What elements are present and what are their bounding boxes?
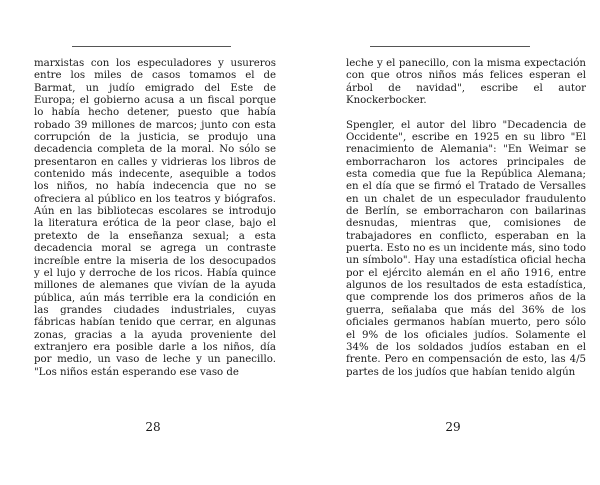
- paragraph: marxistas con los especuladores y usureros entre los miles de casos tomamos el de Barmat, un judío emigrado del Este de Europa; el gobierno acusa a un fiscal porque lo había hecho detener, puesto que había robado 39 millones de marcos; junto con esta corrupción de la justicia, se produjo una decadencia completa de la moral. No sólo se presentaron en calles y vidrieras los libros de contenido más indecente, asequible a todos los niños, no había indecencia que no se ofreciera al público en los teatros y biógrafos. Aún en las bibliotecas escolares se introdujo la literatura erótica de la peor clase, bajo el pretexto de la enseñanza sexual; a esta decadencia moral se agrega un contraste increíble entre la miseria de los desocupados y el lujo y derroche de los ricos. Había quince millones de alemanes que vivían de la ayuda pública, aún más terrible era la condición en las grandes ciudades industriales, cuyas fábricas habían tenido que cerrar, en algunas zonas, gracias a la ayuda proveniente del extranjero era posible darle a los niños, día por medio, un vaso de leche y un panecillo. "Los niños están esperando ese vaso de: [34, 58, 276, 378]
- page-body-text: [346, 58, 586, 379]
- page-body-text: [34, 58, 276, 379]
- paragraph: Spengler, el autor del libro "Decadencia de Occidente", escribe en 1925 en su libro "El renacimiento de Alemania": "En Weimar se emborracharon los actores principales de esta comedia que fue la República Alemana; en el día que se firmó el Tratado de Versalles en un chalet de un especulador fraudulento de Berlín, se emborracharon con bailarinas desnudas, mientras que, comisiones de trabajadores en conflicto, esperaban en la puerta. Esto no es un incidente más, sino todo un símbolo". Hay una estadística oficial hecha por el ejército alemán en el año 1916, entre algunos de los resultados de esta estadística, que comprende los dos primeros años de la guerra, señalaba que más del 36% de los oficiales germanos habían muerto, pero sólo el 9% de los oficiales judíos. Solamente el 34% de los soldados judíos estaban en el frente. Pero en compensación de esto, las 4/5 partes de los judíos que habían tenido algún: [346, 119, 586, 378]
- header-rule: [370, 46, 530, 47]
- right-page: [300, 0, 600, 485]
- page-number: 28: [145, 420, 161, 434]
- page-number: 29: [445, 420, 461, 434]
- header-rule: [72, 46, 231, 47]
- paragraph: leche y el panecillo, con la misma expectación con que otros niños más felices esperan el árbol de navidad", escribe el autor Knockerbocker.: [346, 58, 586, 107]
